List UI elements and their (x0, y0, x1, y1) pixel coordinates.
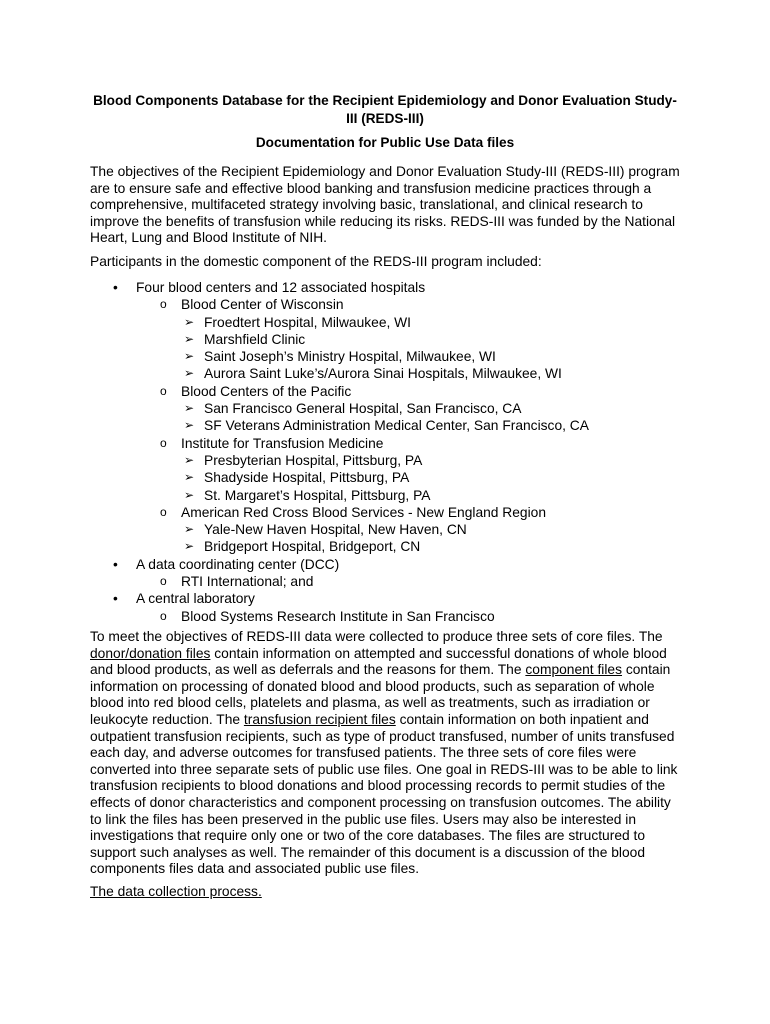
outline-item-label: Blood Centers of the Pacific (181, 383, 352, 399)
outline-item-label: Shadyside Hospital, Pittsburg, PA (204, 470, 410, 486)
outline-item-label: Institute for Transfusion Medicine (181, 435, 384, 451)
outline-item-label: Presbyterian Hospital, Pittsburg, PA (204, 452, 423, 468)
arrow-bullet-icon: ➢ (184, 349, 195, 364)
outline-item (90, 279, 682, 296)
bullet-icon: • (113, 591, 118, 607)
arrow-bullet-icon: ➢ (184, 539, 195, 554)
outline-item-label: Marshfield Clinic (204, 331, 306, 347)
section-heading (90, 884, 682, 901)
arrow-bullet-icon: ➢ (184, 418, 195, 433)
outline-item-label: San Francisco General Hospital, San Francisco, CA (204, 401, 522, 417)
bullet-icon: • (113, 556, 118, 572)
outline-hospital (90, 452, 682, 469)
outline-subitem (90, 504, 682, 521)
core-text-1: To meet the objectives of REDS-III data were collected to produce three sets of core files. The (90, 629, 663, 644)
donor-donation-files-link: donor/donation files (90, 645, 211, 661)
outline-subitem (90, 435, 682, 452)
objectives-paragraph: The objectives of the Recipient Epidemiology and Donor Evaluation Study-III (REDS-III) program are to ensure safe and effective blood banking and transfusion medicine practices through a comprehensive, multifaceted strategy involving basic, translational, and clinical research to improve the benefits of transfusion while reducing its risks. REDS-III was funded by the National Heart, Lung and Blood Institute of NIH. (90, 164, 680, 246)
outline-subitem (90, 383, 682, 400)
outline-item-label: A data coordinating center (DCC) (136, 556, 340, 572)
outline-item-label: Aurora Saint Luke’s/Aurora Sinai Hospitals, Milwaukee, WI (204, 366, 562, 382)
outline-hospital (90, 348, 682, 365)
outline-hospital (90, 365, 682, 382)
circle-bullet-icon: o (160, 574, 167, 589)
arrow-bullet-icon: ➢ (184, 401, 195, 416)
circle-bullet-icon: o (160, 383, 167, 398)
arrow-bullet-icon: ➢ (184, 487, 195, 502)
outline-hospital (90, 469, 682, 486)
circle-bullet-icon: o (160, 435, 167, 450)
document-title: Blood Components Database for the Recipient Epidemiology and Donor Evaluation Study-III (REDS-III) (93, 93, 677, 126)
bullet-icon: • (113, 280, 118, 295)
circle-bullet-icon: o (160, 297, 167, 312)
outline-hospital (90, 417, 682, 434)
outline-item-label: Bridgeport Hospital, Bridgeport, CN (204, 539, 421, 555)
outline-hospital (90, 331, 682, 348)
outline-item-label: Froedtert Hospital, Milwaukee, WI (204, 314, 412, 330)
outline-item-label: A central laboratory (136, 591, 255, 607)
arrow-bullet-icon: ➢ (184, 452, 195, 467)
outline-item (90, 590, 682, 607)
outline-item-label: St. Margaret’s Hospital, Pittsburg, PA (204, 487, 431, 503)
outline-hospital (90, 487, 682, 504)
arrow-bullet-icon: ➢ (184, 331, 195, 346)
participants-paragraph: Participants in the domestic component of the REDS-III program included: (90, 254, 542, 269)
transfusion-recipient-files-link: transfusion recipient files (243, 711, 396, 727)
arrow-bullet-icon: ➢ (184, 522, 195, 537)
outline-item-label: Blood Center of Wisconsin (181, 297, 344, 313)
core-text-3: contain information on processing of donated blood and blood products, such as separation of whole blood into red blood cells, platelets and plasma, as well as treatments, such as irradiation or leukocyte reduction. The (90, 662, 671, 727)
participants-outline (90, 279, 682, 625)
component-files-link: component files (525, 662, 623, 678)
outline-hospital (90, 538, 682, 555)
outline-hospital (90, 314, 682, 331)
outline-item-label: SF Veterans Administration Medical Center, San Francisco, CA (204, 418, 589, 434)
circle-bullet-icon: o (160, 608, 167, 623)
outline-item-label: Four blood centers and 12 associated hospitals (136, 280, 426, 295)
data-collection-heading: The data collection process. (90, 884, 262, 899)
arrow-bullet-icon: ➢ (184, 366, 195, 381)
outline-hospital (90, 521, 682, 538)
outline-item (90, 556, 682, 573)
outline-subitem (90, 608, 682, 625)
outline-subitem (90, 296, 682, 313)
outline-item-label: RTI International; and (181, 574, 314, 590)
core-files-paragraph (90, 629, 682, 878)
document-subtitle: Documentation for Public Use Data files (255, 135, 515, 150)
outline-item-label: American Red Cross Blood Services - New England Region (181, 504, 547, 520)
outline-subitem (90, 573, 682, 590)
outline-item-label: Blood Systems Research Institute in San Francisco (181, 608, 495, 624)
arrow-bullet-icon: ➢ (184, 470, 195, 485)
circle-bullet-icon: o (160, 504, 167, 519)
outline-hospital (90, 400, 682, 417)
core-text-2: contain information on attempted and successful donations of whole blood and blood products, as well as deferrals and the reasons for them. The (90, 645, 667, 678)
arrow-bullet-icon: ➢ (184, 314, 195, 329)
outline-item-label: Yale-New Haven Hospital, New Haven, CN (204, 522, 467, 538)
core-text-4: contain information on both inpatient and outpatient transfusion recipients, such as type of product transfused, number of units transfused each day, and adverse outcomes for transfused patients. The three sets of core files were converted into three separate sets of public use files. One goal in REDS-III was to be able to link transfusion recipients to blood donations and blood processing records to permit studies of the effects of donor characteristics and component processing on transfusion outcomes. The ability to link the files has been preserved in the public use files. Users may also be interested in investigations that require only one or two of the core databases. The files are structured to support such analyses as well. The remainder of this document is a discussion of the blood components files data and associated public use files. (90, 711, 678, 877)
outline-item-label: Saint Joseph’s Ministry Hospital, Milwaukee, WI (204, 349, 496, 365)
